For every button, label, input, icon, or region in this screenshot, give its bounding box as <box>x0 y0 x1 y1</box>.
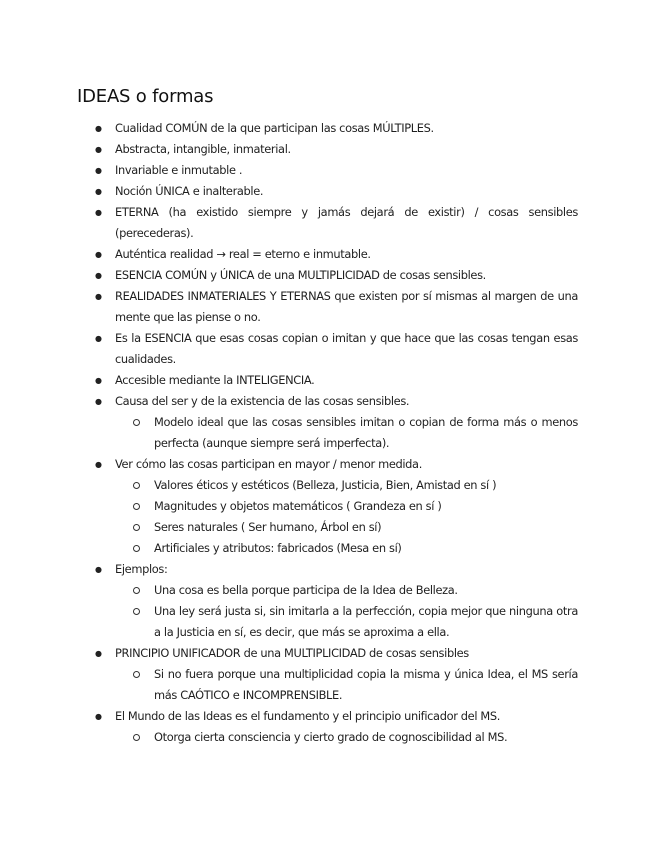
bullet-icon: ● <box>95 208 102 217</box>
list-item <box>0 454 578 559</box>
bullet-icon: ● <box>95 145 102 154</box>
sub-list-item-text: Valores éticos y estéticos (Belleza, Justicia, Bien, Amistad en sí ) <box>154 478 497 492</box>
list-item-text: ESENCIA COMÚN y ÚNICA de una MULTIPLICIDAD de cosas sensibles. <box>115 268 486 282</box>
hollow-bullet-icon <box>133 419 140 426</box>
sub-list <box>115 475 578 559</box>
list-item <box>0 265 578 286</box>
sub-list-item-text: Una cosa es bella porque participa de la Idea de Belleza. <box>154 583 458 597</box>
list-item <box>0 328 578 370</box>
bullet-icon: ● <box>95 124 102 133</box>
list-item-text: PRINCIPIO UNIFICADOR de una MULTIPLICIDAD de cosas sensibles <box>115 646 469 660</box>
sub-list-item <box>115 727 578 748</box>
list-item-text: Cualidad COMÚN de la que participan las cosas MÚLTIPLES. <box>115 121 434 135</box>
list-item <box>0 181 578 202</box>
hollow-bullet-icon <box>133 608 140 615</box>
list-item-text: Causa del ser y de la existencia de las cosas sensibles. <box>115 394 410 408</box>
list-item <box>0 286 578 328</box>
bullet-icon: ● <box>95 712 102 721</box>
list-item <box>0 391 578 454</box>
hollow-bullet-icon <box>133 734 140 741</box>
sub-list <box>115 664 578 706</box>
sub-list-item <box>115 664 578 706</box>
bullet-icon: ● <box>95 166 102 175</box>
list-item-text: Noción ÚNICA e inalterable. <box>115 184 264 198</box>
sub-list <box>115 580 578 643</box>
sub-list-item-text: Modelo ideal que las cosas sensibles imitan o copian de forma más o menos perfecta (aunque siempre será imperfecta). <box>154 415 578 450</box>
bullet-icon: ● <box>95 271 102 280</box>
hollow-bullet-icon <box>133 671 140 678</box>
list-item-text: Invariable e inmutable . <box>115 163 243 177</box>
sub-list-item <box>115 496 578 517</box>
bullet-icon: ● <box>95 376 102 385</box>
bullet-icon: ● <box>95 460 102 469</box>
ideas-list <box>0 118 655 748</box>
sub-list-item <box>115 475 578 496</box>
list-item-text: Ver cómo las cosas participan en mayor / menor medida. <box>115 457 422 471</box>
sub-list-item <box>115 412 578 454</box>
list-item-text: ETERNA (ha existido siempre y jamás dejará de existir) / cosas sensibles (perecederas). <box>115 205 578 240</box>
sub-list-item-text: Seres naturales ( Ser humano, Árbol en sí) <box>154 520 382 534</box>
hollow-bullet-icon <box>133 482 140 489</box>
sub-list-item-text: Artificiales y atributos: fabricados (Mesa en sí) <box>154 541 402 555</box>
sub-list-item-text: Otorga cierta consciencia y cierto grado de cognoscibilidad al MS. <box>154 730 508 744</box>
sub-list-item-text: Magnitudes y objetos matemáticos ( Grandeza en sí ) <box>154 499 442 513</box>
list-item-text: Ejemplos: <box>115 562 168 576</box>
hollow-bullet-icon <box>133 587 140 594</box>
bullet-icon: ● <box>95 397 102 406</box>
sub-list-item <box>115 580 578 601</box>
sub-list <box>115 727 578 748</box>
bullet-icon: ● <box>95 334 102 343</box>
bullet-icon: ● <box>95 187 102 196</box>
bullet-icon: ● <box>95 250 102 259</box>
list-item <box>0 559 578 643</box>
list-item-text: Auténtica realidad → real = eterno e inmutable. <box>115 247 371 261</box>
list-item-text: Abstracta, intangible, inmaterial. <box>115 142 291 156</box>
list-item <box>0 202 578 244</box>
sub-list-item <box>115 517 578 538</box>
page-title: IDEAS o formas <box>77 86 214 107</box>
list-item <box>0 370 578 391</box>
list-item <box>0 244 578 265</box>
hollow-bullet-icon <box>133 503 140 510</box>
list-item-text: El Mundo de las Ideas es el fundamento y el principio unificador del MS. <box>115 709 501 723</box>
sub-list-item <box>115 601 578 643</box>
sub-list-item-text: Una ley será justa si, sin imitarla a la perfección, copia mejor que ninguna otra a la Justicia en sí, es decir, que más se aproxima a ella. <box>154 604 578 639</box>
list-item-text: Es la ESENCIA que esas cosas copian o imitan y que hace que las cosas tengan esas cualidades. <box>115 331 578 366</box>
list-item <box>0 139 578 160</box>
sub-list-item <box>115 538 578 559</box>
sub-list <box>115 412 578 454</box>
list-item <box>0 643 578 706</box>
list-item-text: Accesible mediante la INTELIGENCIA. <box>115 373 315 387</box>
list-item <box>0 706 578 748</box>
list-item <box>0 160 578 181</box>
hollow-bullet-icon <box>133 524 140 531</box>
list-item <box>0 118 578 139</box>
list-item-text: REALIDADES INMATERIALES Y ETERNAS que existen por sí mismas al margen de una mente que las piense o no. <box>115 289 578 324</box>
bullet-icon: ● <box>95 649 102 658</box>
bullet-icon: ● <box>95 565 102 574</box>
sub-list-item-text: Si no fuera porque una multiplicidad copia la misma y única Idea, el MS sería más CAÓTICO e INCOMPRENSIBLE. <box>154 667 578 702</box>
hollow-bullet-icon <box>133 545 140 552</box>
bullet-icon: ● <box>95 292 102 301</box>
